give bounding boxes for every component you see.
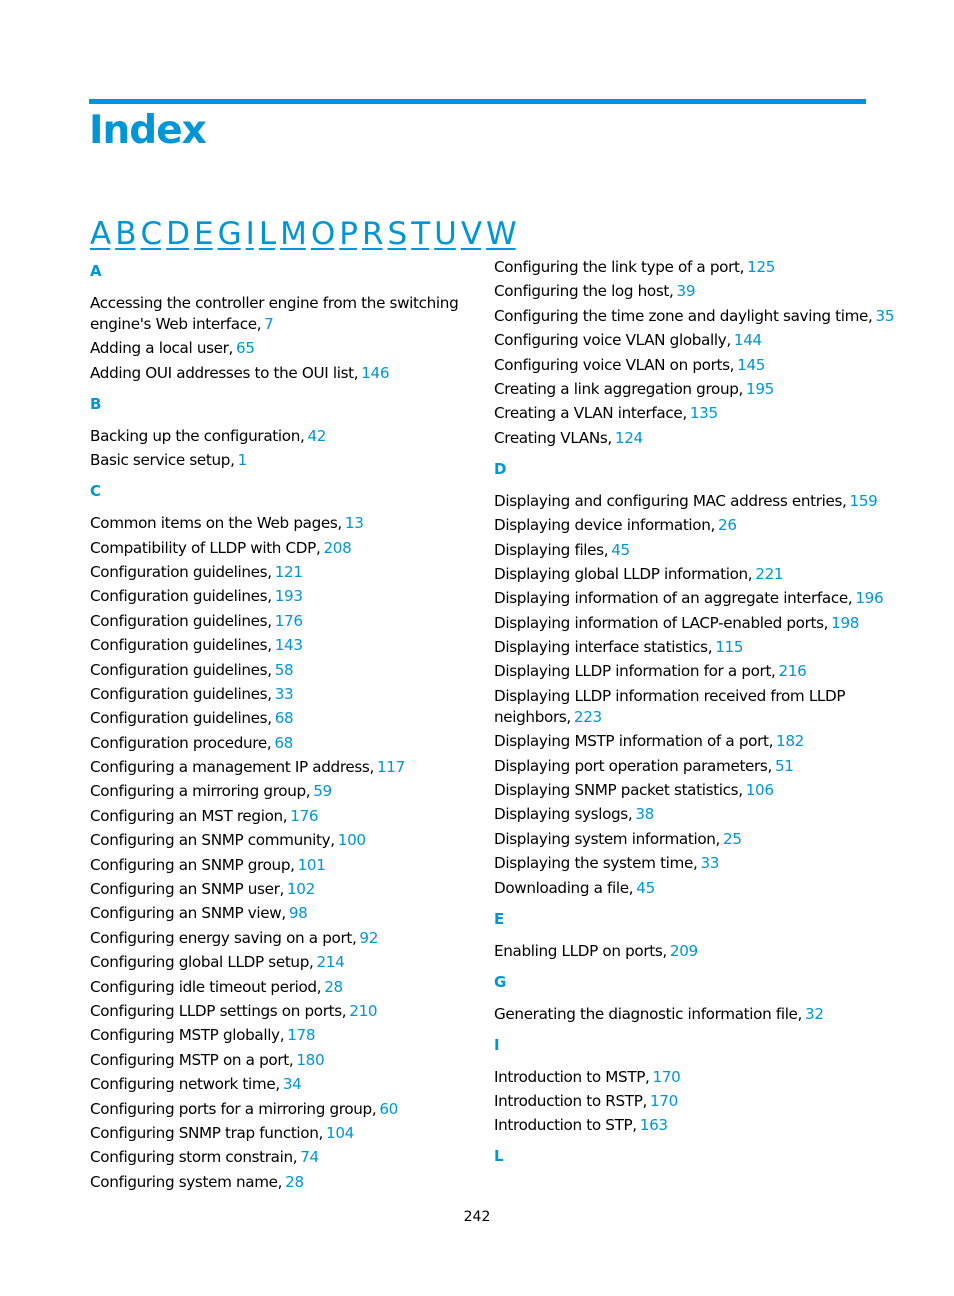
entry-page-link[interactable]: 214 <box>316 953 345 972</box>
entry-text: Displaying information of LACP-enabled ports, <box>494 613 829 632</box>
index-entry <box>494 515 924 536</box>
index-entry <box>90 952 460 973</box>
entry-text: Configuring an MST region, <box>90 806 288 825</box>
alphabet-nav <box>90 214 521 254</box>
page-number: 242 <box>463 1209 491 1225</box>
entry-page-link[interactable]: 1 <box>237 451 247 470</box>
entry-text: Displaying files, <box>494 540 609 559</box>
entry-text: Configuring MSTP globally, <box>90 1026 285 1045</box>
section-letter: B <box>90 394 102 413</box>
index-entry <box>90 611 460 632</box>
entry-text: Basic service setup, <box>90 451 235 470</box>
entry-text: Configuration guidelines, <box>90 660 272 679</box>
alphabet-link-e[interactable]: E <box>194 216 213 252</box>
entry-page-link[interactable]: 208 <box>323 538 352 557</box>
entry-page-link[interactable]: 28 <box>324 977 343 996</box>
section-letter: E <box>494 909 505 928</box>
entry-text: Introduction to MSTP, <box>494 1067 650 1086</box>
section-letter: C <box>90 482 102 501</box>
entry-page-link[interactable]: 98 <box>288 904 308 923</box>
entry-page-link[interactable]: 209 <box>669 941 698 960</box>
entry-text: Displaying interface statistics, <box>494 638 713 657</box>
alphabet-link-m[interactable]: M <box>280 216 306 252</box>
entry-page-link[interactable]: 45 <box>611 540 630 559</box>
index-entry <box>494 780 924 801</box>
entry-page-link[interactable]: 7 <box>264 315 274 333</box>
entry-page-link[interactable]: 45 <box>636 878 655 897</box>
index-column-right <box>494 257 924 1178</box>
entry-page-link[interactable]: 170 <box>649 1091 678 1110</box>
entry-text: Displaying global LLDP information, <box>494 564 753 583</box>
entry-page-link[interactable]: 196 <box>855 589 884 608</box>
index-entry <box>90 538 460 559</box>
entry-page-link[interactable]: 68 <box>274 733 293 752</box>
index-entry <box>494 1067 924 1088</box>
index-entry <box>90 338 460 359</box>
entry-list <box>90 513 460 1193</box>
entry-text: Configuring LLDP settings on ports, <box>90 1001 347 1020</box>
entry-text: Configuration guidelines, <box>90 709 272 728</box>
entry-text: Creating VLANs, <box>494 428 612 447</box>
entry-text: Configuring a management IP address, <box>90 758 374 777</box>
page-title: Index <box>89 108 206 153</box>
index-section <box>494 257 924 449</box>
index-entry <box>494 829 924 850</box>
entry-text: Configuring voice VLAN globally, <box>494 331 731 350</box>
entry-text: Configuring an SNMP user, <box>90 880 284 899</box>
entry-text: Configuration guidelines, <box>90 636 272 655</box>
index-entry <box>90 684 460 705</box>
entry-page-link[interactable]: 39 <box>676 282 696 301</box>
index-entry <box>90 757 460 778</box>
entry-text: Creating a VLAN interface, <box>494 404 687 423</box>
index-entry <box>90 1074 460 1095</box>
entry-page-link[interactable]: 58 <box>274 660 294 679</box>
entry-list <box>494 491 924 899</box>
entry-text: Adding OUI addresses to the OUI list, <box>90 363 359 382</box>
alphabet-link-s[interactable]: S <box>387 216 407 252</box>
entry-page-link[interactable]: 101 <box>297 855 326 874</box>
index-entry <box>90 708 460 729</box>
index-entry <box>494 756 924 777</box>
entry-page-link[interactable]: 121 <box>274 562 303 581</box>
section-letter: I <box>494 1035 500 1054</box>
entry-text: Configuration procedure, <box>90 733 272 752</box>
entry-text: Configuring the log host, <box>494 282 674 301</box>
index-entry <box>494 540 924 561</box>
index-section <box>494 973 924 1025</box>
entry-text: Configuring SNMP trap function, <box>90 1123 323 1142</box>
index-entry <box>494 661 924 682</box>
alphabet-link-i[interactable]: I <box>245 216 254 252</box>
entry-page-link[interactable]: 193 <box>274 587 303 606</box>
index-entry <box>90 1099 460 1120</box>
alphabet-link-o[interactable]: O <box>310 216 335 252</box>
index-entry <box>90 1001 460 1022</box>
entry-page-link[interactable]: 223 <box>573 707 602 726</box>
entry-text: Configuring an SNMP group, <box>90 855 295 874</box>
entry-text: Compatibility of LLDP with CDP, <box>90 538 321 557</box>
entry-page-link[interactable]: 33 <box>700 854 720 873</box>
entry-page-link[interactable]: 35 <box>875 306 895 325</box>
index-entry <box>494 306 924 327</box>
index-entry <box>494 428 924 449</box>
index-entry <box>90 928 460 949</box>
alphabet-link-t[interactable]: T <box>411 216 430 252</box>
entry-page-link[interactable]: 163 <box>639 1116 668 1135</box>
entry-page-link[interactable]: 106 <box>745 781 774 800</box>
entry-page-link[interactable]: 68 <box>274 709 294 728</box>
entry-text: Displaying device information, <box>494 516 715 535</box>
section-letter: D <box>494 459 507 478</box>
entry-text: Downloading a file, <box>494 878 634 897</box>
entry-page-link[interactable]: 59 <box>313 782 332 801</box>
entry-page-link[interactable]: 38 <box>635 805 654 824</box>
index-entry <box>90 1172 460 1193</box>
entry-page-link[interactable]: 221 <box>755 564 784 583</box>
index-entry <box>90 1147 460 1168</box>
entry-page-link[interactable]: 102 <box>286 880 315 899</box>
index-section <box>494 460 924 899</box>
entry-text: Configuring the link type of a port, <box>494 258 745 276</box>
index-entry <box>494 564 924 585</box>
index-column-left <box>90 262 460 1204</box>
entry-text: Configuration guidelines, <box>90 562 272 581</box>
index-section <box>90 395 460 471</box>
index-entry <box>90 977 460 998</box>
entry-text: Enabling LLDP on ports, <box>494 941 667 960</box>
index-entry <box>90 879 460 900</box>
entry-page-link[interactable]: 51 <box>774 756 794 775</box>
entry-page-link[interactable]: 143 <box>274 636 303 655</box>
entry-text: Displaying MSTP information of a port, <box>494 732 774 751</box>
index-entry <box>90 1050 460 1071</box>
index-entry <box>90 562 460 583</box>
entry-page-link[interactable]: 74 <box>300 1148 319 1167</box>
entry-page-link[interactable]: 92 <box>359 928 379 947</box>
entry-list <box>494 1067 924 1137</box>
entry-page-link[interactable]: 65 <box>236 339 255 358</box>
entry-text: Backing up the configuration, <box>90 426 305 445</box>
index-entry <box>494 637 924 658</box>
index-section <box>494 910 924 962</box>
entry-page-link[interactable]: 117 <box>376 758 405 777</box>
header-rule <box>89 99 866 104</box>
entry-page-link[interactable]: 32 <box>805 1004 824 1023</box>
index-entry <box>494 257 924 278</box>
index-entry <box>494 1115 924 1136</box>
entry-text: Displaying port operation parameters, <box>494 756 772 775</box>
entry-text: Common items on the Web pages, <box>90 514 342 533</box>
alphabet-link-l[interactable]: L <box>258 216 276 252</box>
entry-page-link[interactable]: 146 <box>361 363 390 382</box>
entry-page-link[interactable]: 144 <box>733 331 762 350</box>
entry-page-link[interactable]: 125 <box>747 258 776 276</box>
entry-text: Configuring voice VLAN on ports, <box>494 355 735 374</box>
alphabet-link-b[interactable]: B <box>115 216 136 252</box>
section-letter: A <box>90 262 102 280</box>
index-entry <box>90 806 460 827</box>
index-entry <box>90 903 460 924</box>
entry-page-link[interactable]: 124 <box>614 428 643 447</box>
entry-list <box>494 257 924 449</box>
index-entry <box>90 733 460 754</box>
entry-text: Configuring network time, <box>90 1075 280 1094</box>
index-entry <box>90 426 460 447</box>
index-entry <box>90 781 460 802</box>
entry-page-link[interactable]: 210 <box>349 1001 378 1020</box>
entry-text: Configuring system name, <box>90 1172 283 1191</box>
entry-text: Displaying LLDP information received from LLDP neighbors, <box>494 686 846 726</box>
entry-page-link[interactable]: 170 <box>652 1067 681 1086</box>
index-entry <box>90 363 460 384</box>
entry-page-link[interactable]: 60 <box>379 1099 398 1118</box>
entry-text: Configuring an SNMP view, <box>90 904 286 923</box>
index-entry <box>494 686 924 728</box>
entry-text: Displaying system information, <box>494 829 721 848</box>
entry-page-link[interactable]: 198 <box>831 613 860 632</box>
alphabet-link-a[interactable]: A <box>90 216 111 252</box>
index-entry <box>494 379 924 400</box>
entry-page-link[interactable]: 182 <box>776 732 804 751</box>
index-entry <box>494 878 924 899</box>
entry-text: Accessing the controller engine from the switching engine's Web interface, <box>90 294 459 333</box>
index-entry <box>494 403 924 424</box>
alphabet-link-w[interactable]: W <box>486 216 516 252</box>
alphabet-link-u[interactable]: U <box>434 216 456 252</box>
index-entry <box>494 613 924 634</box>
index-entry <box>90 855 460 876</box>
entry-text: Displaying syslogs, <box>494 805 633 824</box>
entry-page-link[interactable]: 28 <box>285 1172 304 1191</box>
entry-text: Configuring the time zone and daylight saving time, <box>494 306 873 325</box>
index-entry <box>90 660 460 681</box>
entry-page-link[interactable]: 216 <box>778 662 807 681</box>
index-entry <box>494 941 924 962</box>
entry-text: Configuring an SNMP community, <box>90 831 335 850</box>
index-section <box>90 482 460 1193</box>
entry-page-link[interactable]: 33 <box>274 684 294 703</box>
entry-page-link[interactable]: 135 <box>689 404 718 423</box>
entry-page-link[interactable]: 100 <box>337 831 366 850</box>
entry-page-link[interactable]: 13 <box>344 514 364 533</box>
entry-page-link[interactable]: 180 <box>296 1050 325 1069</box>
entry-page-link[interactable]: 104 <box>326 1123 354 1142</box>
index-entry <box>90 830 460 851</box>
entry-text: Displaying SNMP packet statistics, <box>494 781 743 800</box>
index-entry <box>494 588 924 609</box>
index-entry <box>90 635 460 656</box>
index-entry <box>90 1123 460 1144</box>
entry-page-link[interactable]: 25 <box>723 829 742 848</box>
entry-page-link[interactable]: 159 <box>849 491 878 510</box>
entry-text: Displaying and configuring MAC address entries, <box>494 491 847 510</box>
entry-text: Introduction to STP, <box>494 1116 637 1135</box>
entry-text: Configuring energy saving on a port, <box>90 928 357 947</box>
index-section <box>494 1147 924 1166</box>
entry-text: Configuring idle timeout period, <box>90 977 322 996</box>
index-entry <box>90 1025 460 1046</box>
entry-page-link[interactable]: 195 <box>746 379 774 398</box>
entry-text: Configuring MSTP on a port, <box>90 1050 294 1069</box>
index-entry <box>90 586 460 607</box>
alphabet-link-r[interactable]: R <box>361 216 383 252</box>
alphabet-link-c[interactable]: C <box>140 216 162 252</box>
alphabet-link-g[interactable]: G <box>217 216 241 252</box>
entry-text: Adding a local user, <box>90 339 234 358</box>
entry-text: Configuring ports for a mirroring group, <box>90 1099 377 1118</box>
entry-text: Configuring a mirroring group, <box>90 782 311 801</box>
alphabet-link-p[interactable]: P <box>339 216 357 252</box>
index-entry <box>494 491 924 512</box>
index-entry <box>90 293 460 335</box>
index-entry <box>90 450 460 471</box>
entry-text: Displaying LLDP information for a port, <box>494 662 776 681</box>
index-entry <box>494 330 924 351</box>
index-section <box>494 1036 924 1137</box>
alphabet-link-v[interactable]: V <box>460 216 482 252</box>
alphabet-link-d[interactable]: D <box>166 216 190 252</box>
index-entry <box>90 513 460 534</box>
entry-text: Configuring storm constrain, <box>90 1148 298 1167</box>
entry-text: Generating the diagnostic information file, <box>494 1004 803 1023</box>
index-entry <box>494 281 924 302</box>
entry-list <box>90 426 460 471</box>
entry-page-link[interactable]: 145 <box>737 355 766 374</box>
entry-page-link[interactable]: 42 <box>307 426 327 445</box>
entry-page-link[interactable]: 34 <box>282 1075 302 1094</box>
entry-list <box>90 293 460 384</box>
section-letter: G <box>494 972 507 991</box>
entry-page-link[interactable]: 178 <box>287 1026 316 1045</box>
entry-text: Configuration guidelines, <box>90 684 272 703</box>
entry-list <box>494 941 924 962</box>
entry-page-link[interactable]: 26 <box>718 516 737 535</box>
entry-page-link[interactable]: 176 <box>290 806 319 825</box>
index-entry <box>494 853 924 874</box>
entry-page-link[interactable]: 115 <box>715 638 744 657</box>
index-entry <box>494 1091 924 1112</box>
entry-text: Configuration guidelines, <box>90 611 272 630</box>
entry-text: Configuring global LLDP setup, <box>90 953 314 972</box>
index-entry <box>494 355 924 376</box>
entry-page-link[interactable]: 176 <box>274 611 303 630</box>
index-entry <box>494 731 924 752</box>
section-letter: L <box>494 1147 504 1166</box>
entry-text: Displaying information of an aggregate interface, <box>494 589 853 608</box>
entry-text: Displaying the system time, <box>494 854 698 873</box>
index-entry <box>494 804 924 825</box>
entry-list <box>494 1004 924 1025</box>
index-entry <box>494 1004 924 1025</box>
entry-text: Creating a link aggregation group, <box>494 379 744 398</box>
entry-text: Introduction to RSTP, <box>494 1091 647 1110</box>
entry-text: Configuration guidelines, <box>90 587 272 606</box>
index-section <box>90 262 460 384</box>
